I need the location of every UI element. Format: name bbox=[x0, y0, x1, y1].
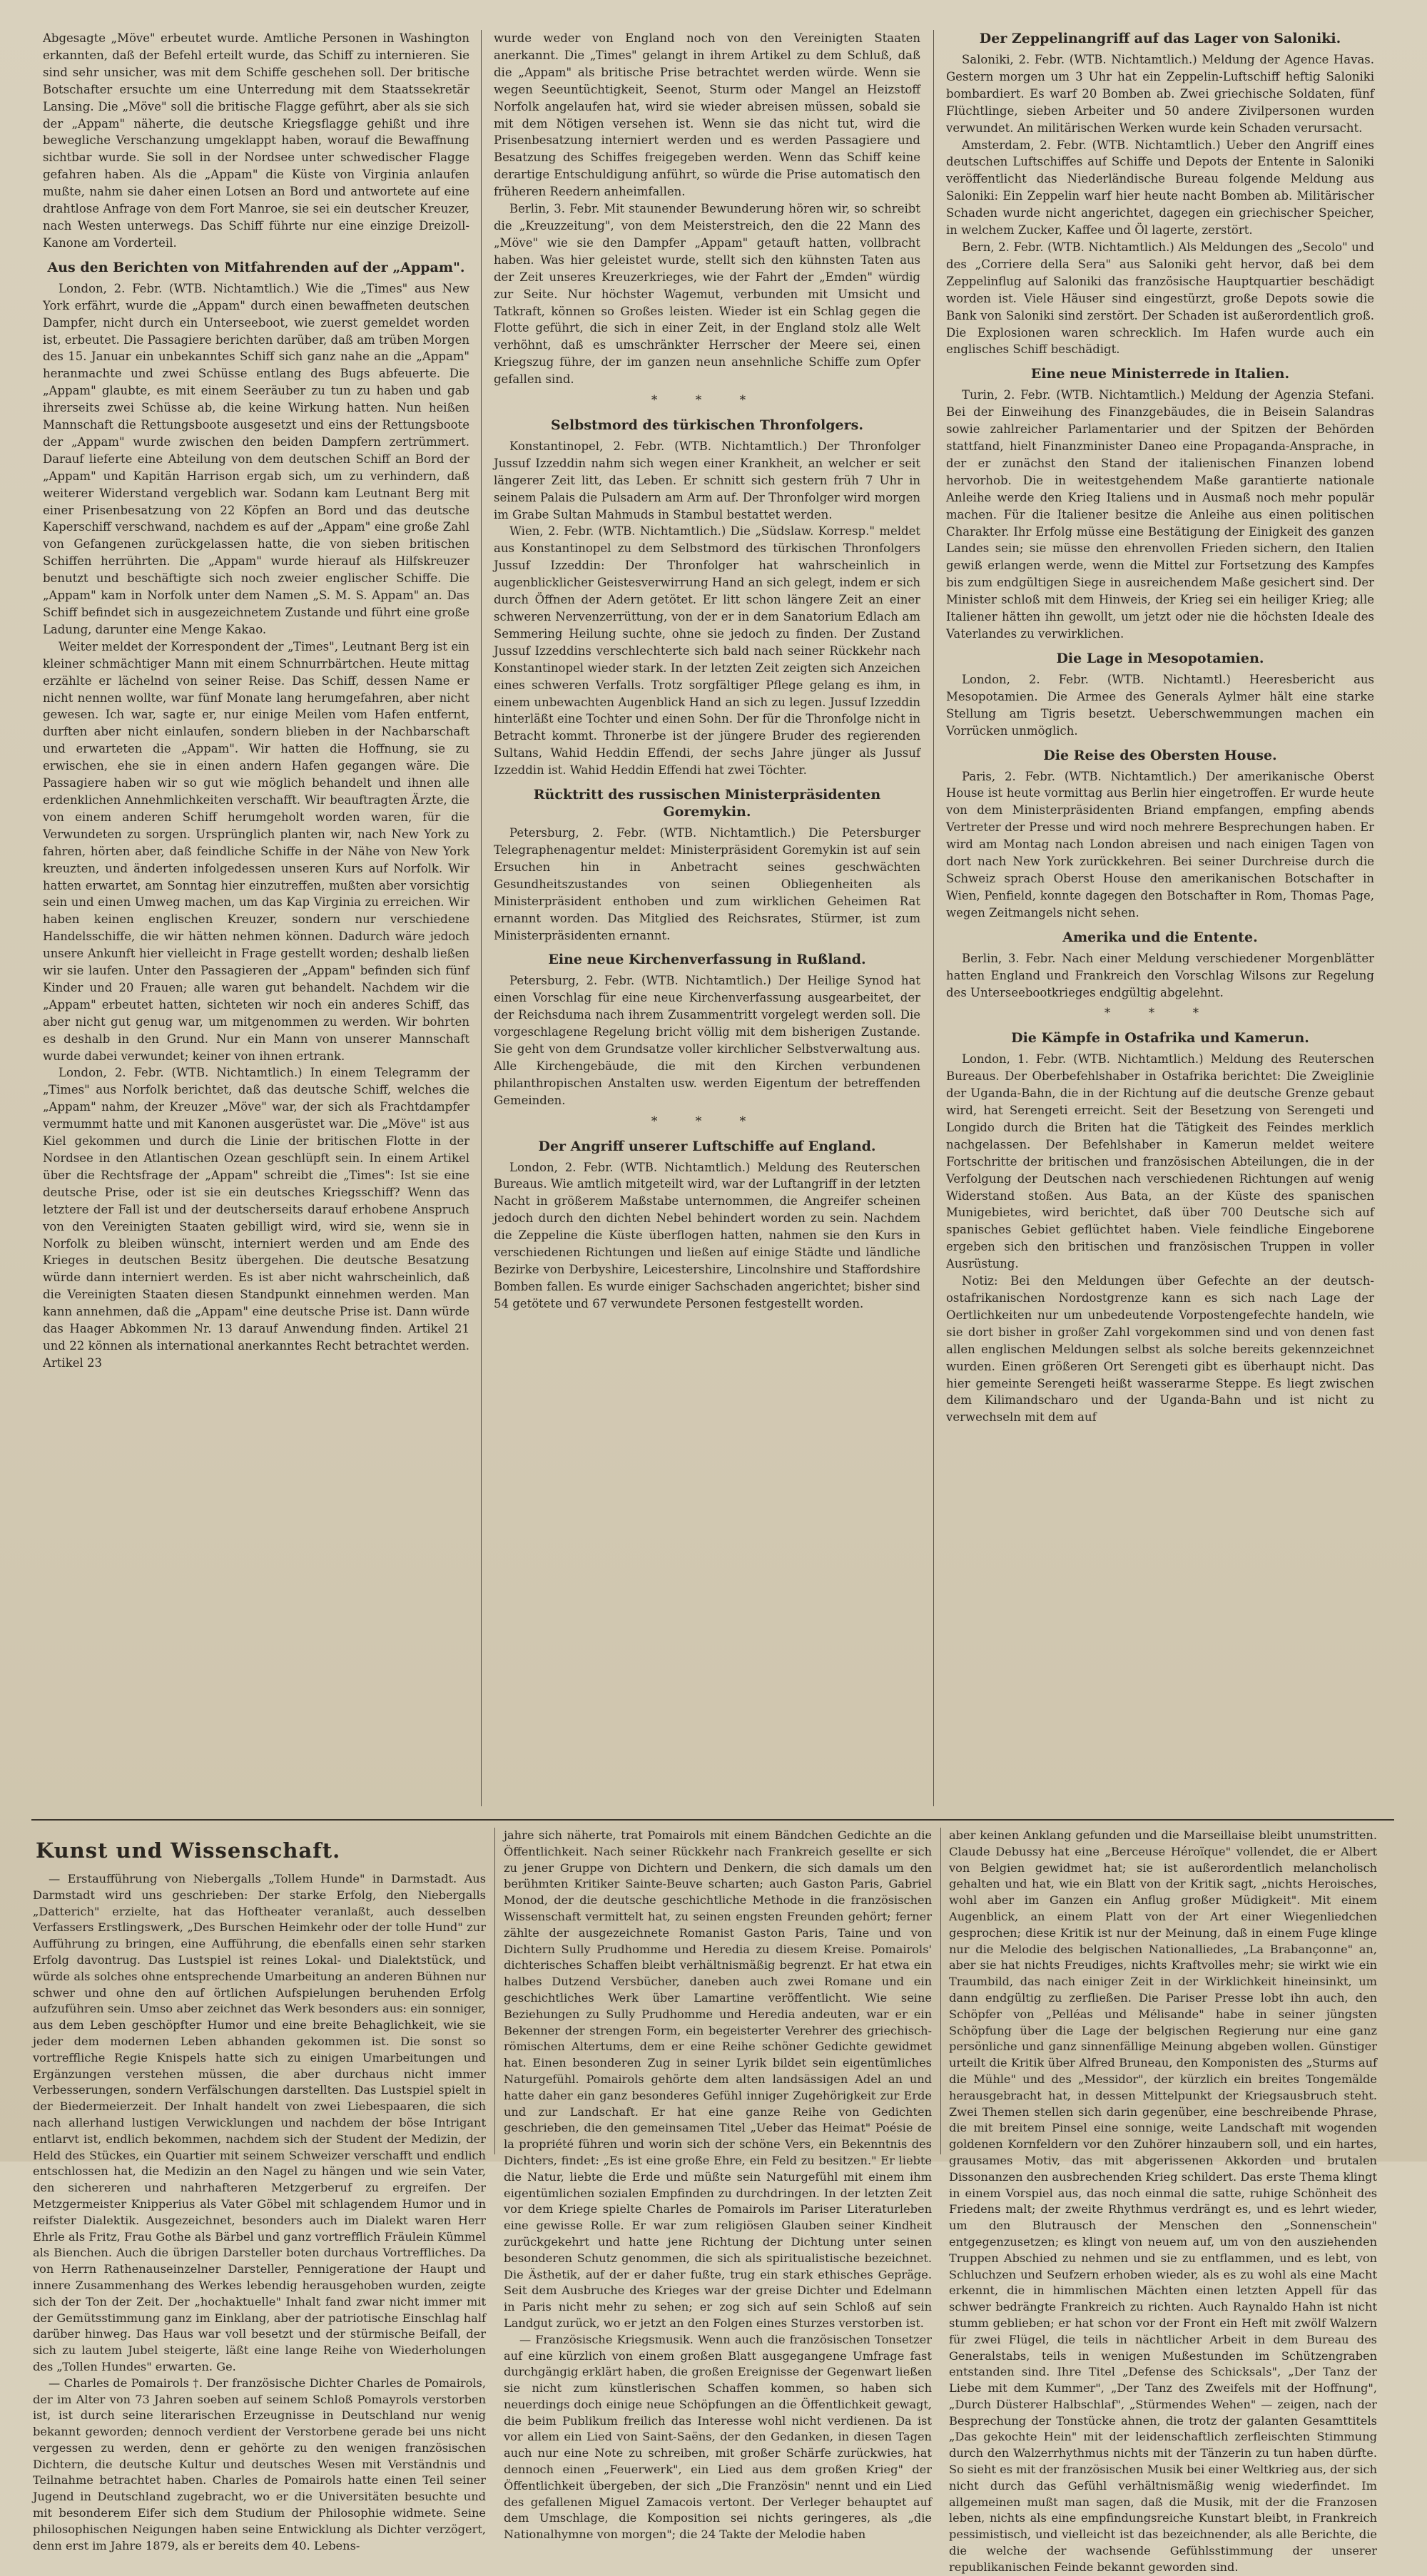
column-divider bbox=[481, 30, 482, 1806]
section-heading: Der Angriff unserer Luftschiffe auf England. bbox=[538, 1138, 876, 1154]
paragraph: aber keinen Anklang gefunden und die Marseillaise bleibt unumstritten. Claude Debussy hat eine „Berceuse Héroïque" vollendet, die er Albert von Belgien gewidmet hat; sie ist außerordentlich melancholisch gehalten und hat, wie ein Blatt von der Kritik sagt, „nichts Heroisches, wohl aber im Ganzen ein Anflug großer Müdigkeit". Mit einem Augenblick, an einem Platt von der Art einer Wiegenliedchen gesprochen; diese Kritik ist nur der Meinung, daß in einem Fuge klinge nur die Melodie des belgischen Nationalliedes, „La Brabançonne" an, aber sie hat nichts Freudiges, nichts Kraftvolles mehr; sie wirkt wie ein Traumbild, das nach einiger Zeit in der Wirklichkeit hineinsinkt, um dann endgültig zu zerfließen. Die Pariser Presse lobt ihn auch, den Schöpfer von „Pelléas und Mélisande" habe in seiner jüngsten Schöpfung über die Lage der belgischen Regierung nur eine ganz persönliche und ganz sinnenfällige Meinung abgeben wollen. Günstiger urteilt die Kritik über Alfred Bruneau, den Komponisten des „Sturms auf die Mühle" und des „Messidor", der kürzlich ein breites Tongemälde herausgebracht hat, in dessen Mittelpunkt der Kriegsausbruch steht. Zwei Themen stellen sich darin gegenüber, eine beschreibende Phrase, die mit breitem Pinsel eine sonnige, weite Landschaft mit wogenden goldenen Kornfeldern vor den Zuhörer hinzaubern soll, und ein hartes, grausames Motiv, das mit abgerissenen Akkorden und brutalen Dissonanzen den ausbrechenden Krieg schildert. Das erste Thema klingt in einem Vorspiel aus, das noch einmal die satte, ruhige Schönheit des Friedens malt; der zweite Rhythmus verdrängt es, und es lehrt wieder, um den Blutrausch der Menschen den „Sonnenschein" entgegenzusetzen; es klingt von neuem auf, um von den ausziehenden Truppen Abschied zu nehmen und sie zu entflammen, und es lebt, von Schluchzen und Seufzern erhoben wieder, als es zu wohl als eine Macht erkennt, die in himmlischen Mächten einen letzten Appell für das schwer bedrängte Frankreich zu richten. Auch Raynaldo Hahn ist nicht stumm geblieben; er hat schon vor der Front ein Heft mit zwölf Walzern für zwei Flügel, die teils in nächtlicher Arbeit in dem Bureau des Generalstabs, teils in wenigen Mußestunden im Schützengraben entstanden sind. Ihre Titel „Defense des Schicksals", „Der Tanz der Liebe mit dem Kummer", „Der Tanz des Zweifels mit der Hoffnung", „Durch Düsterer Halbschlaf", „Stürmendes Wehen" — zeigen, nach der Besprechung der Tonstücke ahnen, die trotz der galanten Gesamttitels „Das gekochte Hein" mit der leidenschaftlich zerfleischten Stimmung durch den Walzerrhythmus nichts mit der Tänzerin zu tun haben dürfte. So sieht es mit der französischen Musik bei einer Weltkrieg aus, der sich nicht durch das Gefühl verhältnismäßig wenig wiederfindet. Im allgemeinen mußt man sagen, daß die Musik, mit der die Franzosen leben, nichts als eine empfindungsreiche Kunstart bleibt, in Frankreich pessimistisch, und vielleicht ist das bezeichnender, als alle Berichte, die die welche der wachsende Gefühlsstimmung der unserer republikanischen Feinde bekannt geworden sind. bbox=[949, 1828, 1377, 2574]
paragraph: London, 1. Febr. (WTB. Nichtamtlich.) Meldung des Reuterschen Bureaus. Der Oberbefehlshaber in Ostafrika berichtet: Die Zweiglinie der Uganda-Bahn, die in der Richtung auf die deutsche Grenze gebaut wird, hat Serengeti erreicht. Seit der Besetzung von Serengeti und Longido durch die Briten hat die Tätigkeit des Feindes merklich nachgelassen. Der Befehlshaber in Kamerun meldet weitere Fortschritte der britischen und französischen Abteilungen, die in der Verfolgung der Deutschen nach verschiedenen Richtungen auf wenig Widerstand stoßen. Aus Bata, an der Küste des spanischen Munigebietes, wird berichtet, daß über 700 Deutsche sich auf spanisches Gebiet geflüchtet haben. Viele feindliche Eingeborene ergeben sich den britischen und französischen Truppen in voller Ausrüstung. bbox=[946, 1052, 1374, 1271]
paragraph: London, 2. Febr. (WTB. Nichtamtlich.) In einem Telegramm der „Times" aus Norfolk berichtet, daß das deutsche Schiff, welches die „Appam" nahm, der Kreuzer „Möve" war, der sich als Frachtdampfer vermummt hatte und mit Kanonen ausgerüstet war. Die „Möve" ist aus Kiel gekommen und durch die Linie der britischen Flotte in der Nordsee in den Atlantischen Ozean geschlüpft sein. In einem Artikel über die Rechtsfrage der „Appam" schreibt die „Times": Ist sie eine deutsche Prise, oder ist sie ein deutsches Kriegsschiff? Wenn das letztere der Fall ist und der deutscherseits darauf erhobene Anspruch von den Vereinigten Staaten gebilligt wird, wird sie, wenn sie in Norfolk zu bleiben wünscht, interniert werden und am Ende des Krieges in deutschen Besitz übergehen. Die deutsche Besatzung würde dann interniert werden. Es ist aber nicht wahrscheinlich, daß die Vereinigten Staaten diesen Standpunkt einnehmen werden. Man kann annehmen, daß die „Appam" eine deutsche Prise ist. Dann würde das Haager Abkommen Nr. 13 darauf Anwendung finden. Artikel 21 und 22 können als international anerkanntes Recht betrachtet werden. Artikel 23 bbox=[43, 1066, 469, 1370]
bottom-column-1 bbox=[33, 1871, 486, 2552]
section-title: Kunst und Wissenschaft. bbox=[36, 1838, 341, 1863]
paragraph: Amsterdam, 2. Febr. (WTB. Nichtamtlich.) Ueber den Angriff eines deutschen Luftschiffes auf Schiffe und Depots der Entente in Saloniki veröffentlicht das Niederländische Bureau folgende Meldung aus Saloniki: Ein Zeppelin warf hier heute nacht Bomben ab. Militärischer Schaden wurde nicht angerichtet, dagegen ein griechischer Speicher, in welchem Zucker, Kaffee und Öl lagerte, zerstört. bbox=[946, 138, 1374, 238]
paragraph: — Charles de Pomairols †. Der französische Dichter Charles de Pomairols, der im Alter von 73 Jahren soeben auf seinem Schloß Pomayrols verstorben ist, ist durch seine literarischen Erzeugnisse in Deutschland nur wenig bekannt geworden; dennoch verdient der Verstorbene gerade bei uns nicht vergessen zu werden, denn er gehörte zu den wenigen französischen Dichtern, die deutsche Kultur und deutsches Wesen mit Verständnis und Teilnahme betrachtet haben. Charles de Pomairols hatte einen Teil seiner Jugend in Deutschland zugebracht, wo er die Universitäten besuchte und mit besonderem Eifer sich dem Studium der Philosophie widmete. Seine philosophischen Neigungen haben seine Entwicklung als Dichter verzögert, denn erst im Jahre 1879, als er bereits dem 40. Lebens- bbox=[33, 2376, 486, 2552]
column-1-intro bbox=[43, 30, 469, 252]
section-heading: Der Zeppelinangriff auf das Lager von Saloniki. bbox=[979, 31, 1341, 46]
paragraph: Konstantinopel, 2. Febr. (WTB. Nichtamtlich.) Der Thronfolger Jussuf Izzeddin nahm sich wegen einer Krankheit, an welcher er seit längerer Zeit litt, das Leben. Er schnitt sich gestern früh 7 Uhr in seinem Palais die Pulsadern am Arm auf. Der Thronfolger wird morgen im Grabe Sultan Mahmuds in Stambul bestattet werden. bbox=[494, 439, 920, 521]
separator-stars: * * * bbox=[1104, 1006, 1217, 1021]
bottom-column-2 bbox=[504, 1828, 932, 2542]
section-heading: Rücktritt des russischen Ministerpräsidenten Goremykin. bbox=[533, 787, 881, 820]
paragraph: London, 2. Febr. (WTB. Nichtamtl.) Heeresbericht aus Mesopotamien. Die Armee des Generals Aylmer hält eine starke Stellung am Tigris besetzt. Ueberschwemmungen machen ein Vorrücken unmöglich. bbox=[946, 672, 1374, 738]
column-1 bbox=[43, 30, 469, 1806]
paragraph: Bern, 2. Febr. (WTB. Nichtamtlich.) Als Meldungen des „Secolo" und des „Corriere della Sera" aus Saloniki geht hervor, daß bei dem Zeppelinflug auf Saloniki das französische Hauptquartier beschädigt worden ist. Viele Häuser sind eingestürzt, große Depots sowie die Bank von Saloniki sind zerstört. Der Schaden ist außerordentlich groß. Die Explosionen waren schrecklich. Im Hafen wurde auch ein englisches Schiff beschädigt. bbox=[946, 240, 1374, 357]
paragraph: Petersburg, 2. Febr. (WTB. Nichtamtlich.) Der Heilige Synod hat einen Vorschlag für eine neue Kirchenverfassung ausgearbeitet, der der Reichsduma nach ihrem Zusammentritt vorgelegt werden soll. Die vorgeschlagene Regelung bricht völlig mit dem bisherigen Zustande. Sie geht von dem Grundsatze voller kirchlicher Selbstverwaltung aus. Alle Kirchengebäude, die mit den Kirchen verbundenen philanthropischen Anstalten usw. werden Eigentum der betreffenden Gemeinden. bbox=[494, 974, 920, 1107]
paragraph: Wien, 2. Febr. (WTB. Nichtamtlich.) Die „Südslaw. Korresp." meldet aus Konstantinopel zu dem Selbstmord des türkischen Thronfolgers Jussuf Izzeddin: Der Thronfolger hat wahrscheinlich in augenblicklicher Geistesverwirrung Hand an sich gelegt, indem er sich durch Öffnen der Adern getötet. Er litt schon längere Zeit an einer schweren Nervenzerrüttung, von der er in dem Sanatorium Edlach am Semmering Heilung suchte, ohne sie jedoch zu finden. Der Zustand Jussuf Izzeddins verschlechterte sich bald nach seiner Rückkehr nach Konstantinopel wieder stark. In der letzten Zeit zeigten sich Anzeichen eines schweren Verfalls. Trotz sorgfältiger Pflege gelang es ihm, in einem unbewachten Augenblick Hand an sich zu legen. Jussuf Izzeddin hinterläßt eine Tochter und einen Sohn. Der für die Thronfolge nicht in Betracht kommt. Thronerbe ist der jüngere Bruder des regierenden Sultans, Wahid Heddin Effendi, der sechs Jahre jünger als Jussuf Izzeddin ist. Wahid Heddin Effendi hat zwei Töchter. bbox=[494, 524, 920, 778]
paragraph: Berlin, 3. Febr. Nach einer Meldung verschiedener Morgenblätter hatten England und Frankreich den Vorschlag Wilsons zur Regelung des Unterseebootkrieges endgültig abgelehnt. bbox=[946, 951, 1374, 999]
paragraph: wurde weder von England noch von den Vereinigten Staaten anerkannt. Die „Times" gelangt in ihrem Artikel zu dem Schluß, daß die „Appam" als britische Prise betrachtet werden würde. Wenn sie wegen Seeuntüchtigkeit, Seenot, Sturm oder Mangel an Heizstoff Norfolk angelaufen hat, wird sie wieder abreisen müssen, sobald sie mit dem Nötigen versehen ist. Wenn sie das nicht tut, wird die Prisenbesatzung interniert werden und es werden Passagiere und Besatzung des Schiffes freigegeben werden. Wenn das Schiff keine derartige Entschuldigung anführt, so würde die Prise automatisch den früheren Reedern anheimfallen. bbox=[494, 31, 920, 199]
section-heading: Aus den Berichten von Mitfahrenden auf der „Appam". bbox=[47, 259, 465, 275]
section-heading: Selbstmord des türkischen Thronfolgers. bbox=[551, 417, 863, 433]
paragraph: Paris, 2. Febr. (WTB. Nichtamtlich.) Der amerikanische Oberst House ist heute vormittag aus Berlin hier eingetroffen. Er wurde heute von dem Ministerpräsidenten Briand empfangen, empfing abends Vertreter der Presse und wird noch mehrere Besprechungen haben. Er wird am Montag nach London abreisen und nach einigen Tagen von dort nach New York zurückkehren. Bei seiner Durchreise durch die Schweiz sprach Oberst House den amerikanischen Botschafter in Wien, Penfield, konnte dagegen den Botschafter in Rom, Thomas Page, wegen Zeitmangels nicht sehen. bbox=[946, 769, 1374, 920]
section-heading: Die Reise des Obersten House. bbox=[1043, 747, 1277, 763]
paragraph: Notiz: Bei den Meldungen über Gefechte an der deutsch-ostafrikanischen Nordostgrenze kann es sich nach Lage der Oertlichkeiten nur um unbedeutende Vorpostengefechte handeln, wie sie dort bisher in großer Zahl vorgekommen sind und von denen fast allen englischen Meldungen selbst als solche bereits gekennzeichnet wurden. Einen größeren Ort Serengeti gibt es überhaupt nicht. Das hier gemeinte Serengeti heißt wasserarme Steppe. Es liegt zwischen dem Kilimandscharo und der Uganda-Bahn und ist nicht zu verwechseln mit dem auf bbox=[946, 1274, 1374, 1425]
paragraph: London, 2. Febr. (WTB. Nichtamtlich.) Meldung des Reuterschen Bureaus. Wie amtlich mitgeteilt wird, war der Luftangriff in der letzten Nacht in größerem Maßstabe unternommen, die Angreifer scheinen jedoch durch den dichten Nebel behindert worden zu sein. Nachdem die Zeppeline die Küste überflogen hatten, nahmen sie den Kurs in verschiedenen Richtungen und ließen auf einige Städte und ländliche Bezirke von Derbyshire, Leicestershire, Lincolnshire und Staffordshire Bomben fallen. Es wurde einiger Sachschaden angerichtet; bisher sind 54 getötete und 67 verwundete Personen festgestellt worden. bbox=[494, 1160, 920, 1310]
separator-stars: * * * bbox=[651, 1114, 763, 1129]
column-divider bbox=[933, 30, 934, 1806]
column-2 bbox=[494, 30, 920, 1806]
paragraph: Saloniki, 2. Febr. (WTB. Nichtamtlich.) Meldung der Agence Havas. Gestern morgen um 3 Uhr hat ein Zeppelin-Luftschiff heftig Saloniki bombardiert. Es warf 20 Bomben ab. Zwei griechische Soldaten, fünf Flüchtlinge, sieben Arbeiter und 50 andere Zivilpersonen wurden verwundet. An militärischen Werken wurde kein Schaden verursacht. bbox=[946, 53, 1374, 135]
section-heading: Die Lage in Mesopotamien. bbox=[1056, 650, 1264, 666]
column-divider bbox=[940, 1828, 941, 2154]
paragraph: London, 2. Febr. (WTB. Nichtamtlich.) Wie die „Times" aus New York erfährt, wurde die „Appam" durch einen bewaffneten deutschen Dampfer, nicht durch ein Unterseeboot, wie zuerst gemeldet worden ist, erbeutet. Die Passagiere berichten darüber, daß am trüben Morgen des 15. Januar ein unbekanntes Schiff sich ganz nahe an die „Appam" heranmachte und zwei Schüsse entlang des Bugs abfeuerte. Die „Appam" glaubte, es mit einem Seeräuber zu tun zu haben und gab ihrerseits zwei Schüsse ab, die keine Wirkung hatten. Nun heißen Mannschaft die Rettungsboote ausgesetzt und eins der Rettungsboote der „Appam" wurde zwischen den beiden Dampfern zertrümmert. Darauf lieferte eine Abteilung von dem deutschen Schiff an Bord der „Appam" und Kapitän Harrison ergab sich, um zu verhindern, daß weiterer Widerstand vergeblich war. Sodann kam Leutnant Berg mit einer Prisenbesatzung von 22 Köpfen an Bord und das deutsche Kaperschiff verschwand, nachdem es auf der „Appam" eine große Zahl von Gefangenen zurückgelassen hatte, die von sieben britischen Schiffen herrührten. Die „Appam" wurde hierauf als Hilfskreuzer benutzt und beschäftigte sich noch zweier englischer Schiffe. Die „Appam" kam in Norfolk unter dem Namen „S. M. S. Appam" an. Das Schiff befindet sich in ausgezeichnetem Zustande und führt eine große Ladung, darunter eine Menge Kakao. bbox=[43, 281, 469, 636]
paragraph: Petersburg, 2. Febr. (WTB. Nichtamtlich.) Die Petersburger Telegraphenagentur meldet: Ministerpräsident Goremykin ist auf sein Ersuchen hin in Anbetracht seines geschwächten Gesundheitszustandes von seinen Obliegenheiten als Ministerpräsident enthoben und zum wirklichen Geheimen Rat ernannt worden. Das Mitglied des Reichsrates, Stürmer, ist zum Ministerpräsidenten ernannt. bbox=[494, 826, 920, 942]
bottom-column-3 bbox=[949, 1828, 1377, 2574]
column-3 bbox=[946, 30, 1374, 1806]
section-heading: Die Kämpfe in Ostafrika und Kamerun. bbox=[1011, 1030, 1309, 1047]
paragraph: — Französische Kriegsmusik. Wenn auch die französischen Tonsetzer auf eine kürzlich von einem großen Blatt ausgegangene Umfrage fast durchgängig erklärt haben, die großen Ereignisse der Gegenwart ließen sie nicht zum künstlerischen Schaffen kommen, so haben sich neuerdings doch einige neue Schöpfungen an die Öffentlichkeit gewagt, die beim Publikum freilich das Interesse wohl nicht verdienen. Da ist vor allem ein Lied von Saint-Saëns, der den Gedanken, in diesen Tagen auch nur eine Note zu schreiben, mit großer Schärfe zurückwies, hat dennoch einen „Feuerwerk", ein Lied aus dem großen Krieg" der Öffentlichkeit übergeben, der sich „Die Französin" nennt und ein Lied des gefallenen Miguel Zamacois vertont. Der Verleger behauptet auf dem Umschlage, die Komposition sei nichts geringeres, als „die Nationalhymne von morgen"; die 24 Takte der Melodie haben bbox=[504, 2332, 932, 2542]
paragraph: Abgesagte „Möve" erbeutet wurde. Amtliche Personen in Washington erkannten, daß der Befehl erteilt wurde, das Schiff zu internieren. Sie sind sehr unsicher, was mit dem Schiffe geschehen soll. Der britische Botschafter ersuchte um eine Unterredung mit dem Staatssekretär Lansing. Die „Möve" soll die britische Flagge geführt, aber als sie sich der „Appam" näherte, die deutsche Kriegsflagge gehißt und ihre bewegliche Verschanzung umgeklappt haben, worauf die Bewaffnung sichtbar wurde. Sie soll in der Nordsee unter schwedischer Flagge gefahren haben. Als die „Appam" die Küste von Virginia anlaufen mußte, nahm sie daher einen Lotsen an Bord und antwortete auf eine drahtlose Anfrage von dem Fort Manroe, sie sei ein deutscher Kreuzer, nach Westen unterwegs. Das Schiff führte nur eine einzige Dreizoll-Kanone am Vorderteil. bbox=[43, 31, 469, 250]
section-divider bbox=[31, 1819, 1394, 1821]
paragraph: Weiter meldet der Korrespondent der „Times", Leutnant Berg ist ein kleiner schmächtiger Mann mit einem Schnurrbärtchen. Heute mittag erzählte er lächelnd von seiner Reise. Das Schiff, dessen Name er nicht nennen wollte, war fünf Monate lang herumgefahren, aber nicht gewesen. Ich war, sagte er, nur einige Meilen vom Hafen entfernt, durften aber nicht einlaufen, sondern blieben in der Nachbarschaft und erwarteten die „Appam". Wir hatten die Hoffnung, sie zu erwischen, ehe sie in einen andern Hafen gegangen wäre. Die Passagiere haben wir so gut wie möglich behandelt und ihnen alle erdenklichen Annehmlichkeiten verschafft. Wir beauftragten Ärzte, die von einem anderen Schiff herumgeholt worden waren, für die Verwundeten zu sorgen. Ursprünglich planten wir, nach New York zu fahren, hörten aber, daß feindliche Schiffe in der Nähe von New York kreuzten, und änderten infolgedessen unseren Kurs auf Norfolk. Wir hatten erwartet, am Sonntag hier einzutreffen, mußten aber vorsichtig sein und einen Umweg machen, um das Kap Virginia zu erreichen. Wir haben keinen englischen Kreuzer, sondern nur verschiedene Handelsschiffe, die wir hätten nehmen können. Dadurch wäre jedoch unsere Ankunft hier vielleicht in Frage gestellt worden; deshalb ließen wir sie laufen. Unter den Passagieren der „Appam" befinden sich fünf Kinder und 20 Frauen; alle waren gut behandelt. Nachdem wir die „Appam" erbeutet hatten, sichteten wir noch ein anderes Schiff, das aber nicht gut genug war, um mitgenommen zu werden. Wir bohrten es deshalb in den Grund. Nur ein Mann von unserer Mannschaft wurde dabei verwundet; keiner von ihnen ertrank. bbox=[43, 639, 469, 1063]
paragraph: jahre sich näherte, trat Pomairols mit einem Bändchen Gedichte an die Öffentlichkeit. Nach seiner Rückkehr nach Frankreich gesellte er sich zu jener Gruppe von Dichtern und Denkern, die sich damals um den berühmten Kritiker Sainte-Beuve scharten; auch Gaston Paris, Gabriel Monod, der die deutsche geschichtliche Methode in die französischen Wissenschaft vermittelt hat, zu seinen engsten Freunden gehört; ferner zählte der ausgezeichnete Romanist Gaston Paris, Taine und von Dichtern Sully Prudhomme und Heredia zu diesem Kreise. Pomairols' dichterisches Schaffen bleibt verhältnismäßig begrenzt. Er hat etwa ein halbes Dutzend Versbücher, daneben auch zwei Romane und ein geschichtliches Werk über Lamartine veröffentlicht. Wie seine Beziehungen zu Sully Prudhomme und Heredia andeuten, war er ein Bekenner der strengen Form, ein begeisterter Verehrer des griechisch-römischen Altertums, dem er eine Reihe schöner Gedichte gewidmet hat. Einen besonderen Zug in seiner Lyrik bildet sein eigentümliches Naturgefühl. Pomairols gehörte dem alten landsässigen Adel an und hatte daher ein ganz besonderes Gefühl inniger Zugehörigkeit zur Erde und zur Landschaft. Er hat eine ganze Reihe von Gedichten geschrieben, die den gemeinsamen Titel „Ueber das Heimat" Poésie de la propriété führen und worin sich der schöne Vers, ein Bekenntnis des Dichters, findet: „Es ist eine große Ehre, ein Feld zu besitzen." Er liebte die Natur, liebte die Erde und müßte sein Naturgefühl mit einem ihm eigentümlichen sozialen Empfinden zu durchdringen. In der letzten Zeit vor dem Kriege spielte Charles de Pomairols im Pariser Literaturleben eine gewisse Rolle. Er war zum religiösen Glauben seiner Kindheit zurückgekehrt und hatte jene Richtung der Dichtung unter seinen besonderen Schutz genommen, die sich als spiritualistische bezeichnet. Die Ästhetik, auf der er daher fußte, trug ein stark ethisches Gepräge. Seit dem Ausbruche des Krieges war der greise Dichter und Edelmann in Paris nicht mehr zu sehen; er zog sich auf sein Schloß auf sein Landgut zurück, wo er jetzt an den Folgen eines Sturzes verstorben ist. bbox=[504, 1828, 932, 2330]
paragraph: Berlin, 3. Febr. Mit staunender Bewunderung hören wir, so schreibt die „Kreuzzeitung", von dem Meisterstreich, den die 22 Mann des „Möve" wie sie den Dampfer „Appam" getauft hatten, vollbracht haben. Was hier geleistet wurde, stellt sich den kühnsten Taten aus der Zeit unseres Kreuzerkrieges, wie der Fahrt der „Emden" würdig zur Seite. Nur höchster Wagemut, verbunden mit Umsicht und Tatkraft, können so Großes leisten. Wieder ist ein Schlag gegen die Flotte geführt, die sich in einer Zeit, in der England stolz alle Welt verhöhnt, daß es umschränkter Herrscher der Meere sei, einen Kriegszug führe, der im ganzen neun ansehnliche Schiffe zum Opfer gefallen sind. bbox=[494, 202, 920, 387]
paragraph: — Erstaufführung von Niebergalls „Tollem Hunde" in Darmstadt. Aus Darmstadt wird uns geschrieben: Der starke Erfolg, den Niebergalls „Datterich" erzielte, hat das Hoftheater veranlaßt, auch desselben Verfassers Erstlingswerk, „Des Burschen Heimkehr oder der tolle Hund" zur Aufführung zu bringen, eine Aufführung, die ebenfalls einen sehr starken Erfolg davontrug. Das Lustspiel ist reines Lokal- und Dialektstück, und würde als solches ohne entsprechende Umarbeitung an anderen Bühnen nur schwer und ohne den auf örtlichen Aufspielungen beruhenden Erfolg aufzuführen sein. Umso aber zeichnet das Werk besonders aus: ein sonniger, aus dem Leben geschöpfter Humor und eine breite Behaglichkeit, wie sie jeder dem modernen Leben abhanden gekommen ist. Die sonst so vortreffliche Regie Knispels hatte sich zu einigen Umarbeitungen und Ergänzungen verstehen müssen, die aber durchaus nicht immer Verbesserungen, sondern Verfälschungen darstellten. Das Lustspiel spielt in der Biedermeierzeit. Der Inhalt handelt von zwei Liebespaaren, die sich nach allerhand lustigen Verwicklungen und nachdem der böse Intrigant entlarvt ist, endlich bekommen, nachdem sich der Student der Medizin, der Held des Stückes, ein Quartier mit seinem Schweizer verschafft und endlich entschlossen hat, die Medizin an den Nagel zu hängen und wie sein Vater, den sichereren und nahrhafteren Metzgerberuf zu ergreifen. Der Metzgermeister Knipperius als Vater Göbel mit schlagendem Humor und in reifster Dialektik. Ausgezeichnet, besonders auch im Dialekt waren Herr Ehrle als Fritz, Frau Gothe als Bärbel und ganz vortrefflich Fräulein Kümmel als Bienchen. Auch die übrigen Darsteller boten durchaus Vortreffliches. Da von Herrn Rathenauseinzelner Darsteller, Pennigeratione der Haupt und innere Zusammenhang des Werkes lebendig herausgehoben wurden, zeigte sich der Ton der Zeit. Der „hochaktuelle" Inhalt fand zwar nicht immer mit der Gemütsstimmung ganz im Einklang, aber der patriotische Einschlag half darüber hinweg. Das Haus war voll besetzt und der stürmische Beifall, der sich zu lautem Jubel steigerte, läßt eine lange Reihe von Wiederholungen des „Tollen Hundes" erwarten. Ge. bbox=[33, 1872, 486, 2373]
column-divider bbox=[494, 1828, 495, 2154]
separator-stars: * * * bbox=[651, 393, 763, 408]
section-heading: Amerika und die Entente. bbox=[1062, 929, 1258, 945]
section-heading: Eine neue Kirchenverfassung in Rußland. bbox=[548, 952, 866, 968]
paragraph: Turin, 2. Febr. (WTB. Nichtamtlich.) Meldung der Agenzia Stefani. Bei der Einweihung des Finanzgebäudes, die in Beisein Salandras sowie zahlreicher Parlamentarier und der Spitzen der Behörden stattfand, hielt Finanzminister Daneo eine Propaganda-Ansprache, in der er zunächst den Stand der italienischen Finanzen lobend hervorhob. Die in weitestgehendem Maße garantierte nationale Anleihe werde den Krieg Italiens und in Ausmaß noch mehr populär machen. Für die Italiener besitze die Anleihe aus einen politischen Charakter. Ihr Erfolg müsse eine Bestätigung der Einigkeit des ganzen Landes sein; sie müsse den ehrenvollen Frieden sichern, den Italien gewiß erlangen werde, wenn die Mittel zur Fortsetzung des Kampfes bis zum endgültigen Siege in ausreichendem Maße gesichert sind. Der Minister schloß mit dem Hinweis, der Krieg sei ein heiliger Krieg; alle Italiener hätten ihn gewollt, um jetzt oder nie die höchsten Ideale des Vaterlandes zu verwirklichen. bbox=[946, 388, 1374, 641]
section-heading: Eine neue Ministerrede in Italien. bbox=[1030, 366, 1290, 382]
